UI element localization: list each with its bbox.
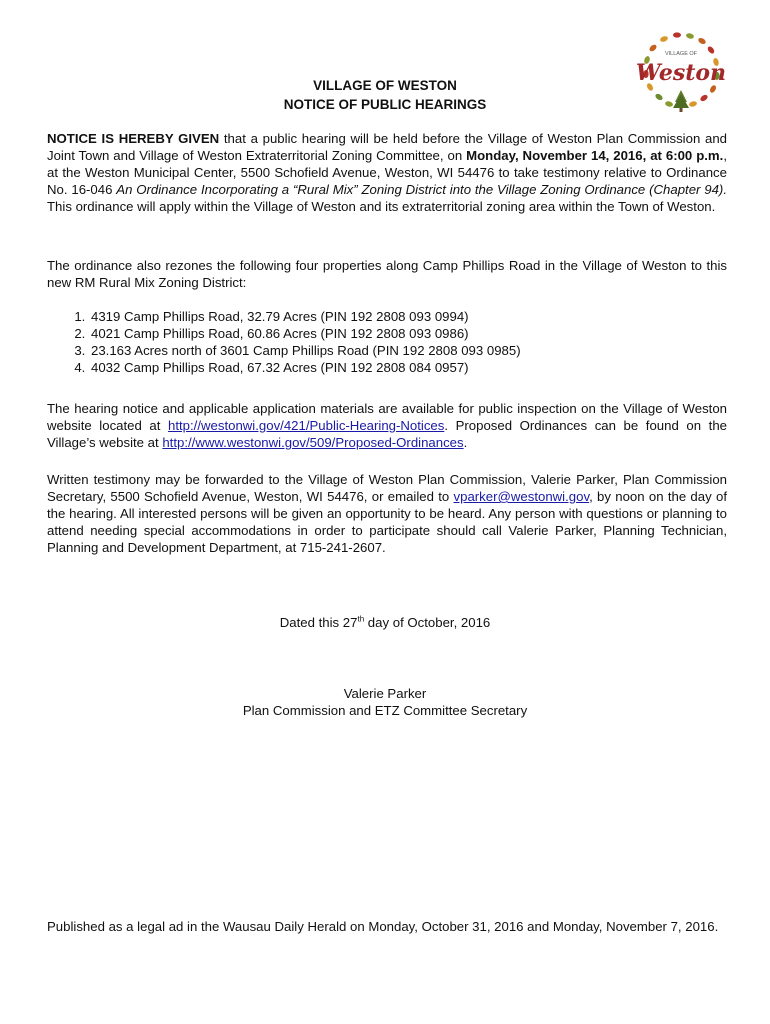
dated-suffix: day of October, 2016 [364, 615, 491, 630]
notice-lead: NOTICE IS HEREBY GIVEN [47, 131, 220, 146]
p3-text-2: . Proposed Ordinances can be found on the Village’s website at [47, 418, 727, 450]
signatory-role: Plan Commission and ETZ Committee Secretary [242, 703, 528, 718]
p4-text-2: , by noon on the day of the hearing. All interested persons will be given an opportunity to be heard. Any person with questions or planning to attend needing special accommodations in order to participate should call Valerie Parker, Planning Technician, Planning and Development Department, at 715-241-2607. [47, 489, 727, 555]
notice-title [40, 76, 730, 114]
list-item: 1. 4319 Camp Phillips Road, 32.79 Acres (PIN 192 2808 093 0994) [89, 308, 749, 325]
dated-ordinal: th [357, 614, 365, 624]
p1-text-3: This ordinance will apply within the Village of Weston and its extraterritorial zoning area within the Town of Weston. [47, 199, 716, 214]
title-line-notice: NOTICE OF PUBLIC HEARINGS [283, 97, 487, 112]
svg-text:Weston: Weston [635, 60, 727, 86]
publication-note: Published as a legal ad in the Wausau Daily Herald on Monday, October 31, 2016 and Monday, November 7, 2016. [47, 919, 719, 934]
list-item: 2. 4021 Camp Phillips Road, 60.86 Acres (PIN 192 2808 093 0986) [89, 325, 749, 342]
list-item: 3. 23.163 Acres north of 3601 Camp Phillips Road (PIN 192 2808 093 0985) [89, 342, 749, 359]
svg-text:VILLAGE OF: VILLAGE OF [664, 51, 698, 57]
dated-prefix: Dated this 27 [279, 615, 358, 630]
p4-text-1: Written testimony may be forwarded to the Village of Weston Plan Commission, Valerie Parker, Plan Commission Secretary, 5500 Schofield Avenue, Weston, WI 54476, or emailed to [47, 472, 727, 504]
paragraph-hearing-notice [47, 130, 727, 215]
signature-block [40, 685, 730, 719]
email-link[interactable]: vparker@westonwi.gov [453, 489, 590, 504]
proposed-ordinances-link[interactable]: http://www.westonwi.gov/509/Proposed-Ordinances [162, 435, 464, 450]
hearing-date: Monday, November 14, 2016, at 6:00 p.m. [466, 148, 724, 163]
public-hearing-notices-link[interactable]: http://westonwi.gov/421/Public-Hearing-Notices [168, 418, 445, 433]
p3-text-3: . [463, 435, 468, 450]
title-line-village: VILLAGE OF WESTON [313, 78, 457, 93]
dated-line [40, 614, 730, 631]
paragraph-rezoning: The ordinance also rezones the following four properties along Camp Phillips Road in the Village of Weston to this new RM Rural Mix Zoning District: [47, 258, 727, 290]
p1-text-2: , at the Weston Municipal Center, 5500 Schofield Avenue, Weston, WI 54476 to take testimony relative to Ordinance No. 16-046 [47, 148, 727, 197]
paragraph-materials [47, 400, 727, 451]
p1-text-1: that a public hearing will be held before the Village of Weston Plan Commission and Joint Town and Village of Weston Extraterritorial Zoning Committee, on [47, 131, 727, 163]
ordinance-title: An Ordinance Incorporating a “Rural Mix” Zoning District into the Village Zoning Ordinance (Chapter 94). [116, 182, 727, 197]
list-item: 4. 4032 Camp Phillips Road, 67.32 Acres (PIN 192 2808 084 0957) [89, 359, 749, 376]
p3-text-1: The hearing notice and applicable application materials are available for public inspection on the Village of Weston website located at [47, 401, 727, 433]
property-list [47, 308, 749, 376]
paragraph-testimony [47, 471, 727, 556]
signatory-name: Valerie Parker [343, 686, 427, 701]
